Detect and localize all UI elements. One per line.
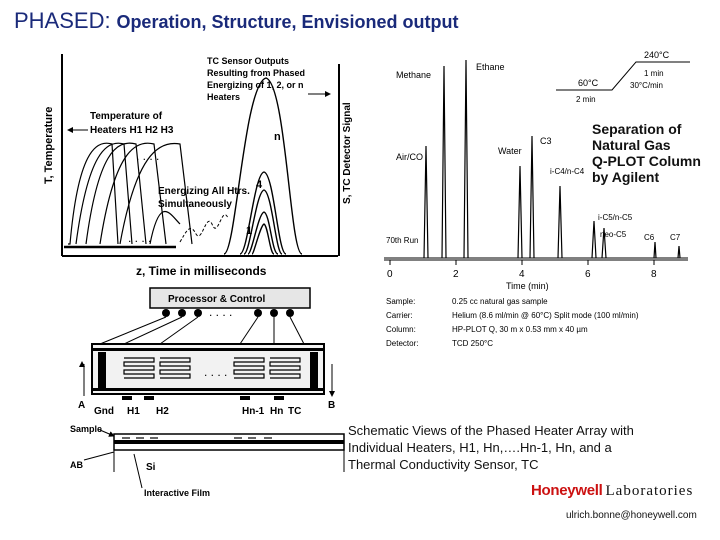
program-rate: 30°C/min: [630, 81, 663, 90]
cond-carrier-value: Helium (8.6 ml/min @ 60°C) Split mode (100 ml/min): [452, 311, 639, 320]
heaters-label-2: Heaters H1 H2 H3: [90, 125, 174, 136]
peak-c6: C6: [644, 233, 655, 242]
heaters-label-1: Temperature of: [90, 111, 163, 122]
processor-label: Processor & Control: [168, 294, 266, 305]
temperature-program: [556, 62, 690, 90]
program-start-temp: 60°C: [578, 78, 599, 88]
tick-8: 8: [651, 269, 657, 280]
energizing-label-2: Simultaneously: [158, 199, 232, 210]
tc-detector-peaks: [224, 78, 302, 254]
page-title: [14, 8, 458, 34]
right-axis-label: S, TC Detector Signal: [342, 102, 353, 204]
tick-0: 0: [387, 269, 393, 280]
title-subtitle: Operation, Structure, Envisioned output: [116, 12, 459, 32]
ellipsis-top: . . . .: [136, 149, 160, 163]
tc-label-4: Heaters: [207, 92, 241, 102]
y-axis-label: T, Temperature: [43, 106, 55, 184]
cond-carrier-label: Carrier:: [386, 311, 413, 320]
ellipsis-bottom: . . . .: [128, 231, 152, 245]
note-line-4: by Agilent: [592, 169, 660, 185]
svg-text:. . . .: . . . .: [182, 434, 202, 445]
honeywell-logo: [531, 482, 693, 500]
note-line-1: Separation of: [592, 121, 682, 137]
program-final-temp: 240°C: [644, 50, 670, 60]
label-sample: Sample: [70, 424, 103, 434]
peak-ic5-nc5: i-C5/n-C5: [598, 213, 633, 222]
heater-array-structure: [64, 284, 350, 502]
contact-email[interactable]: ulrich.bonne@honeywell.com: [566, 510, 697, 521]
heater-operation-plot: [40, 44, 360, 284]
cond-detector-value: TCD 250°C: [452, 339, 493, 348]
port-b: B: [328, 400, 336, 411]
port-ab: AB: [70, 460, 83, 470]
natural-gas-note: [592, 121, 701, 185]
label-si: Si: [146, 462, 156, 473]
label-h2: H2: [156, 406, 169, 417]
peak-label-1: 1: [246, 225, 253, 237]
peak-c3: C3: [540, 136, 552, 146]
peak-label-n: n: [274, 131, 281, 143]
peak-ic4-nc4: i-C4/n-C4: [550, 167, 585, 176]
label-hn: Hn: [270, 406, 284, 417]
peak-ethane: Ethane: [476, 62, 505, 72]
peak-c7: C7: [670, 233, 681, 242]
svg-text:. . . .: . . . .: [209, 305, 233, 319]
right-axis: [338, 64, 340, 256]
tc-label-2: Resulting from Phased: [207, 68, 306, 78]
energizing-label-1: Energizing All Htrs.: [158, 186, 250, 197]
label-hn1: Hn-1: [242, 406, 265, 417]
run-label: 70th Run: [386, 236, 419, 245]
time-ticks: [390, 260, 654, 265]
note-line-3: Q-PLOT Column: [592, 153, 701, 169]
time-axis-label: Time (min): [506, 281, 549, 291]
tick-6: 6: [585, 269, 591, 280]
tick-4: 4: [519, 269, 525, 280]
label-tc: TC: [288, 406, 302, 417]
title-main: PHASED:: [14, 8, 111, 33]
peak-label-4: 4: [256, 179, 263, 191]
tick-2: 2: [453, 269, 459, 280]
caption-line-2: Individual Heaters, H1, Hn,….Hn-1, Hn, and a: [348, 440, 612, 455]
brand-suffix: Laboratories: [605, 483, 694, 499]
label-h1: H1: [127, 406, 140, 417]
peak-water: Water: [498, 146, 522, 156]
caption-line-3: Thermal Conductivity Sensor, TC: [348, 457, 539, 472]
cond-sample-label: Sample:: [386, 297, 416, 306]
program-hold: 2 min: [576, 95, 596, 104]
note-line-2: Natural Gas: [592, 137, 671, 153]
peak-neo-c5: neo-C5: [600, 230, 627, 239]
x-axis-label: z, Time in milliseconds: [136, 264, 267, 278]
port-a: A: [78, 400, 86, 411]
cond-detector-label: Detector:: [386, 339, 419, 348]
peak-methane: Methane: [396, 70, 432, 80]
chromatogram: [378, 46, 708, 354]
schematic-caption: [348, 422, 688, 473]
caption-line-1: Schematic Views of the Phased Heater Array with: [348, 423, 634, 438]
cond-column-label: Column:: [386, 325, 416, 334]
label-gnd: Gnd: [94, 406, 114, 417]
cond-column-value: HP-PLOT Q, 30 m x 0.53 mm x 40 µm: [452, 325, 588, 334]
svg-text:. . . .: . . . .: [204, 365, 228, 379]
program-hold2: 1 min: [644, 69, 664, 78]
brand-name: Honeywell: [531, 482, 603, 499]
cond-sample-value: 0.25 cc natural gas sample: [452, 297, 548, 306]
label-film: Interactive Film: [144, 488, 211, 498]
tc-label-1: TC Sensor Outputs: [207, 56, 290, 66]
peak-air-co: Air/CO: [396, 152, 423, 162]
tc-label-3: Energizing of 1, 2, or n: [207, 80, 304, 90]
